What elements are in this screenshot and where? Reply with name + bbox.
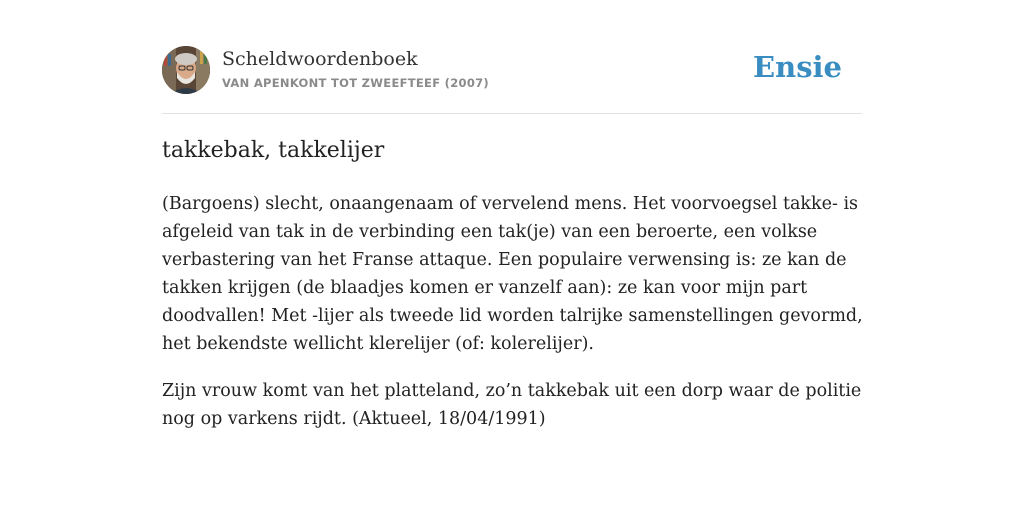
entry-term: takkebak, takkelijer — [162, 138, 385, 163]
definition-line: takken krijgen (de blaadjes komen er vanzelf aan): ze kan voor mijn part — [162, 278, 808, 298]
source-subtitle: VAN APENKONT TOT ZWEEFTEEF (2007) — [222, 76, 489, 90]
example-paragraph — [162, 377, 862, 433]
ensie-logo-link[interactable]: Ensie — [753, 50, 842, 84]
source-title[interactable]: Scheldwoordenboek — [222, 48, 418, 70]
example-line: nog op varkens rijdt. (Aktueel, 18/04/1991) — [162, 409, 546, 429]
definition-line: afgeleid van tak in de verbinding een tak(je) van een beroerte, een volkse — [162, 222, 818, 242]
definition-line: het bekendste wellicht klerelijer (of: kolerelijer). — [162, 334, 594, 354]
source-header — [162, 46, 862, 96]
definition-line: (Bargoens) slecht, onaangenaam of vervelend mens. Het voorvoegsel takke- is — [162, 194, 859, 214]
author-portrait-icon[interactable] — [162, 46, 210, 94]
example-line: Zijn vrouw komt van het platteland, zo’n takkebak uit een dorp waar de politie — [162, 381, 862, 401]
definition-line: doodvallen! Met -lijer als tweede lid worden talrijke samenstellingen gevormd, — [162, 306, 863, 326]
definition-paragraph — [162, 190, 862, 358]
entry-content — [162, 190, 862, 433]
header-divider — [162, 113, 862, 114]
definition-line: verbastering van het Franse attaque. Een populaire verwensing is: ze kan de — [162, 250, 847, 270]
